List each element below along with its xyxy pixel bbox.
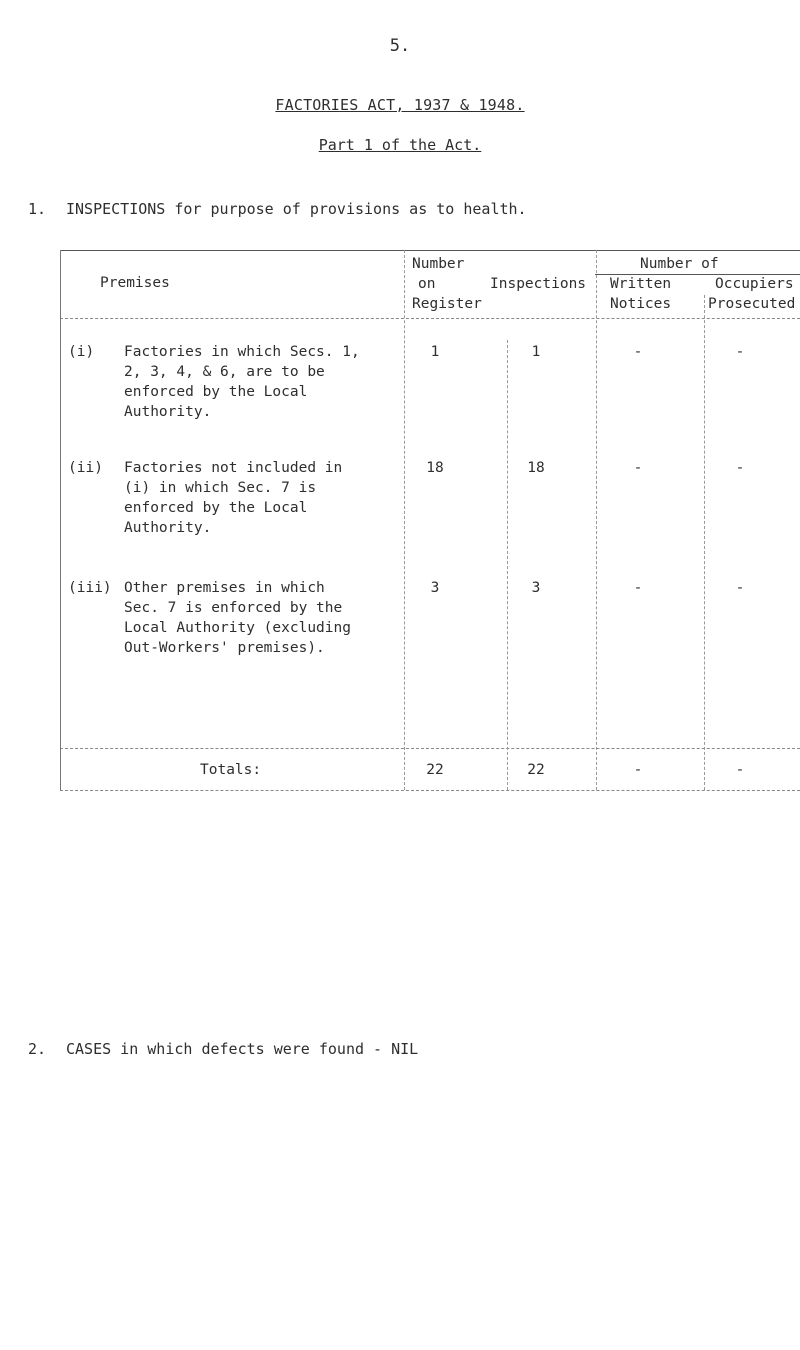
header-notices: Notices [610, 296, 672, 312]
row-id: (iii) [68, 580, 112, 596]
totals-top-rule [60, 748, 800, 749]
row-description: Other premises in which Sec. 7 is enforced by the Local Authority (excluding Out-Workers' premises). [124, 580, 351, 656]
row-prosecuted: - [735, 460, 745, 476]
header-register: Register [412, 296, 482, 312]
row-description: Factories not included in (i) in which Sec. 7 is enforced by the Local Authority. [124, 460, 343, 536]
row-prosecuted: - [735, 580, 745, 596]
header-bottom-rule [60, 318, 800, 319]
row-description: Factories in which Secs. 1, 2, 3, 4, & 6, are to be enforced by the Local Authority. [124, 344, 360, 420]
row-inspections: 18 [527, 460, 545, 476]
totals-notices: - [633, 762, 643, 778]
section-1-text: INSPECTIONS for purpose of provisions as to health. [66, 200, 527, 218]
row-notices: - [633, 580, 643, 596]
row-register: 18 [426, 460, 444, 476]
section-1-number: 1. [28, 200, 47, 218]
totals-inspections: 22 [527, 762, 545, 778]
row-inspections: 1 [531, 344, 541, 360]
header-prosecuted: Prosecuted [708, 296, 796, 312]
document-subtitle: Part 1 of the Act. [318, 136, 482, 154]
header-number-of: Number of [640, 256, 719, 272]
register-divider [404, 250, 405, 790]
row-notices: - [633, 344, 643, 360]
table-top-rule [60, 250, 800, 251]
header-on: on [418, 276, 436, 292]
header-inspections: Inspections [490, 276, 587, 292]
row-id: (ii) [68, 460, 103, 476]
page-number: 5. [389, 36, 411, 56]
table-left-rule [60, 250, 61, 790]
section-2-heading [28, 1040, 418, 1058]
header-occupiers: Occupiers [715, 276, 794, 292]
prosecuted-divider [704, 295, 705, 790]
totals-prosecuted: - [735, 762, 745, 778]
section-1-heading [28, 200, 527, 218]
header-premises: Premises [100, 275, 170, 291]
inspections-divider [507, 340, 508, 790]
row-register: 1 [430, 344, 440, 360]
row-inspections: 3 [531, 580, 541, 596]
section-2-text: CASES in which defects were found - NIL [66, 1040, 419, 1058]
totals-label: Totals: [200, 762, 262, 778]
row-notices: - [633, 460, 643, 476]
notices-divider [596, 250, 597, 790]
table-bottom-rule [60, 790, 800, 791]
header-number: Number [412, 256, 465, 272]
row-register: 3 [430, 580, 440, 596]
totals-register: 22 [426, 762, 444, 778]
header-written: Written [610, 276, 672, 292]
section-2-number: 2. [28, 1040, 47, 1058]
row-prosecuted: - [735, 344, 745, 360]
document-title: FACTORIES ACT, 1937 & 1948. [275, 96, 525, 114]
row-id: (i) [68, 344, 95, 360]
